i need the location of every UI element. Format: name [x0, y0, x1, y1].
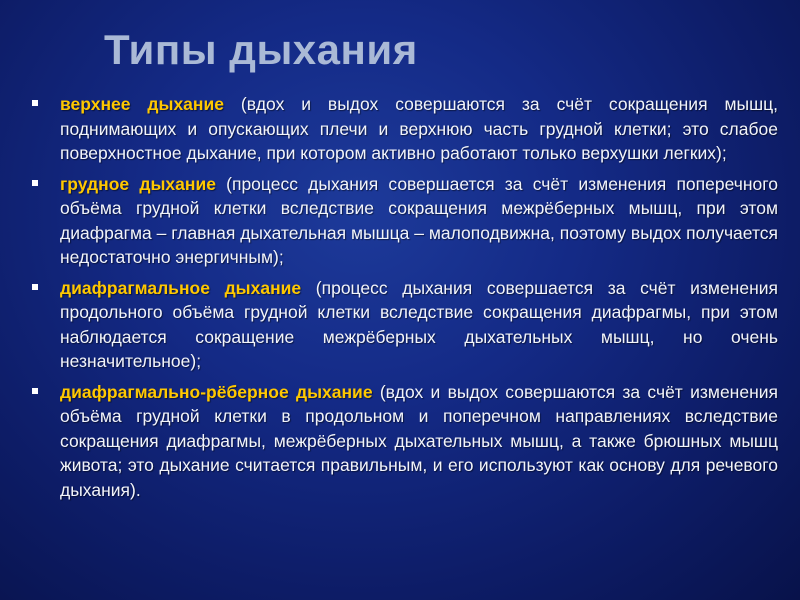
- square-bullet-icon: [32, 284, 38, 290]
- square-bullet-icon: [32, 180, 38, 186]
- breathing-types-list: [30, 92, 778, 508]
- list-item-upper-breathing: [30, 92, 778, 166]
- slide-title: Типы дыхания: [104, 26, 418, 73]
- list-item-chest-breathing: [30, 172, 778, 270]
- item-term: диафрагмальное дыхание: [60, 277, 302, 298]
- item-text: (процесс дыхания совершается за счёт изменения продольного объёма грудной клетки вследствие сокращения диафрагмы, при этом наблюдается сокращение межрёберных дыхательных мышц, но очень незначительное);: [60, 277, 778, 371]
- square-bullet-icon: [32, 388, 38, 394]
- item-text: (процесс дыхания совершается за счёт изменения поперечного объёма грудной клетки вследствие сокращения межрёберных мышц, при этом диафрагма – главная дыхательная мышца – малоподвижна, поэтому выдох получается недостаточно энергичным);: [60, 173, 778, 267]
- square-bullet-icon: [32, 100, 38, 106]
- item-term: диафрагмально-рёберное дыхание: [60, 381, 373, 402]
- item-term: грудное дыхание: [60, 173, 216, 194]
- item-term: верхнее дыхание: [60, 94, 224, 114]
- list-item-diaphragmatic-breathing: [30, 276, 778, 374]
- item-text: (вдох и выдох совершаются за счёт изменения объёма грудной клетки в продольном и поперечном направлениях вследствие сокращения диафрагмы, межрёберных дыхательных мышц, а также брюшных мышц живота; это дыхание считается правильным, и его используют как основу для речевого дыхания).: [60, 381, 778, 500]
- list-item-diaphragmatic-costal-breathing: [30, 380, 778, 503]
- item-text: (вдох и выдох совершаются за счёт сокращения мышц, поднимающих и опускающих плечи и верхнюю часть грудной клетки; это слабое поверхностное дыхание, при котором активно работают только верхушки легких);: [60, 94, 778, 163]
